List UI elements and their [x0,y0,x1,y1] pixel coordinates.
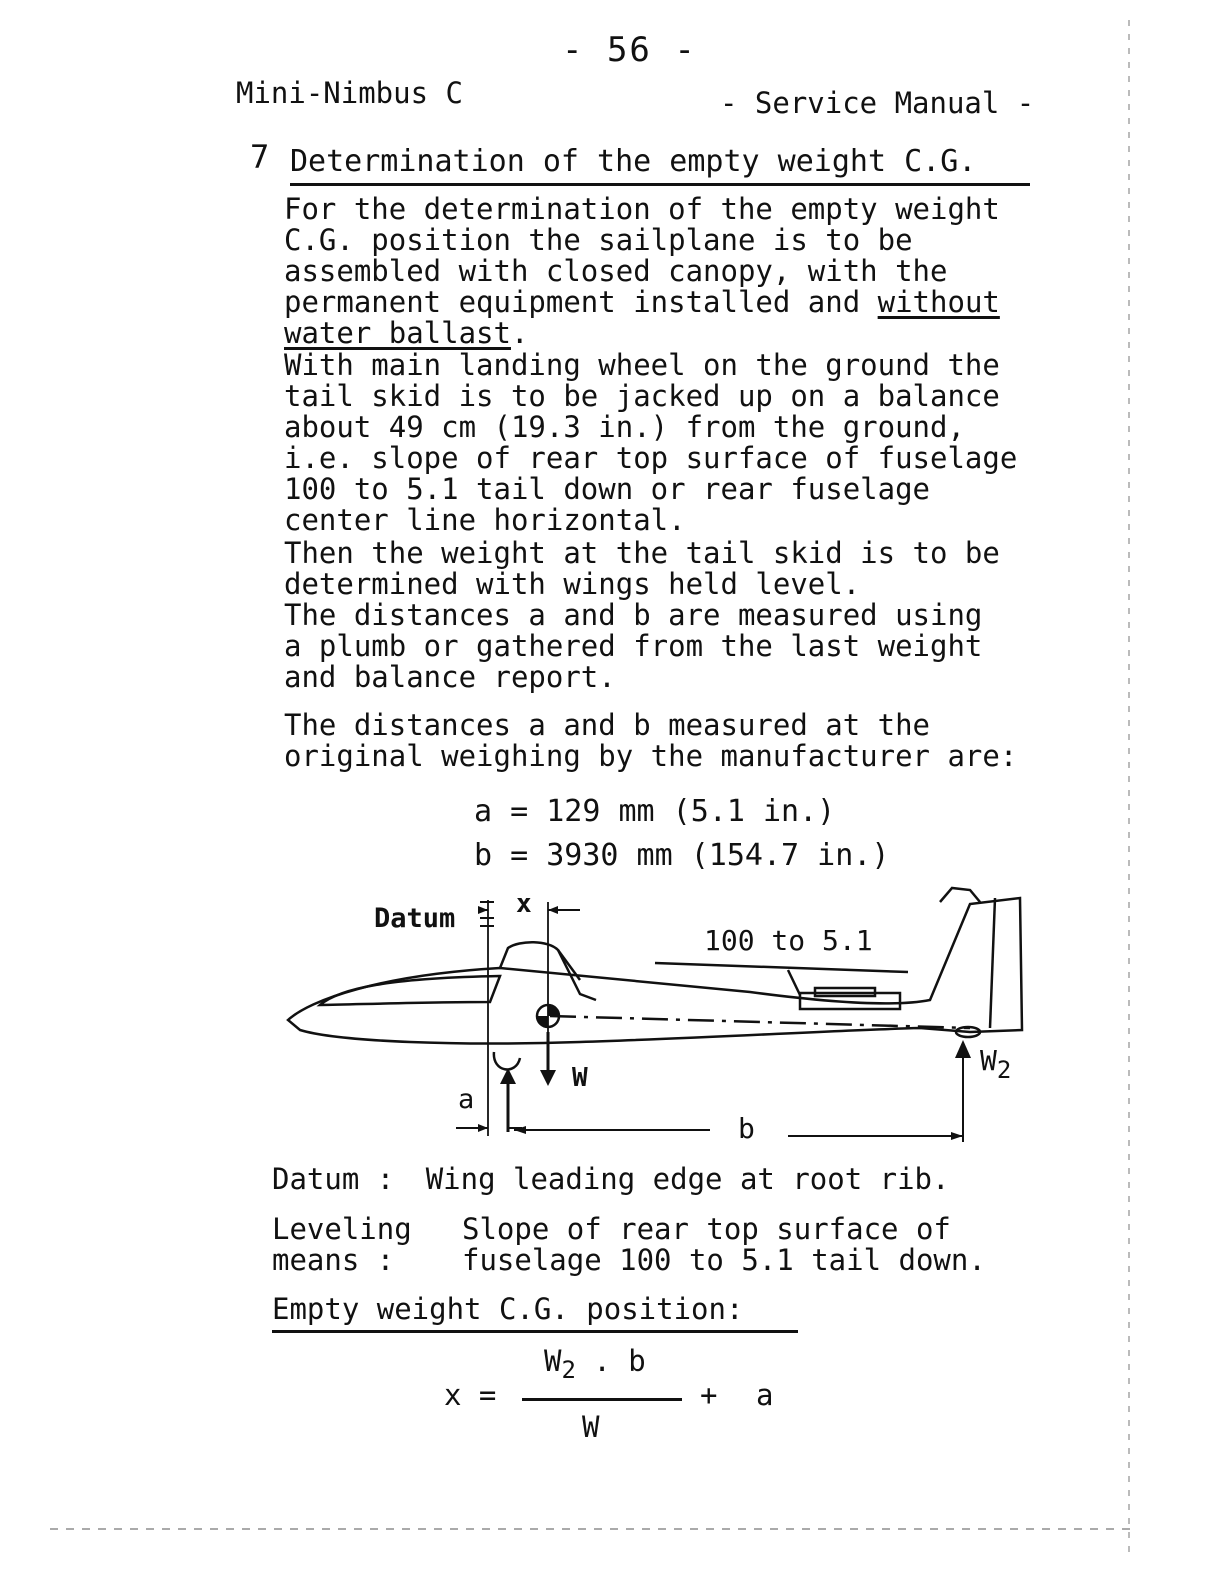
paragraph-weighing [284,538,1114,600]
section-number: 7 [250,138,270,176]
text-line: 100 to 5.1 tail down or rear fuselage [284,472,931,506]
main-wheel [494,1052,520,1069]
page-number: - 56 - [562,30,697,70]
text-line: original weighing by the manufacturer are: [284,739,1018,773]
formula-lhs: x = [444,1378,497,1412]
glider-diagram [280,880,1040,1150]
text-line: Then the weight at the tail skid is to be [284,536,1000,570]
text-line: and balance report. [284,660,616,694]
scan-edge-artifact [1128,20,1130,1560]
paragraph-jacking [284,350,1114,536]
text-line: determined with wings held level. [284,567,861,601]
legend-leveling-value: fuselage 100 to 5.1 tail down. [462,1243,986,1277]
datum-label: Datum [374,903,456,934]
formula-numerator: $W_2$ . b [544,1344,646,1384]
text-line: With main landing wheel on the ground the [284,348,1000,382]
underlined-without: without [877,285,1000,319]
w-arrow [540,1070,556,1086]
text-line: The distances a and b are measured using [284,598,983,632]
document-title: Mini-Nimbus C [236,76,463,110]
text-line: permanent equipment installed and without [284,285,1000,319]
formula-denominator: W [582,1410,600,1444]
text-line: center line horizontal. [284,503,686,537]
cg-position-title: Empty weight C.G. position: [272,1292,798,1333]
text-line: a plumb or gathered from the last weight [284,629,983,663]
a-label: a [458,1084,475,1115]
legend-datum-value: Wing leading edge at root rib. [425,1162,950,1196]
section-title: Determination of the empty weight C.G. [290,144,1030,186]
text-line: i.e. slope of rear top surface of fuselage [284,441,1018,475]
scan-footer-artifact [50,1528,1130,1530]
text-line: For the determination of the empty weight [284,192,1000,226]
fin-outline [940,888,980,902]
paragraph-assembly [284,194,1114,349]
w2-label: W2 [980,1044,1012,1084]
main-reaction-arrow [500,1068,516,1084]
text-line: about 49 cm (19.3 in.) from the ground, [284,410,965,444]
fraction-bar [522,1398,682,1401]
measurement-a: a = 129 mm (5.1 in.) [474,794,836,829]
text-line: tail skid is to be jacked up on a balance [284,379,1000,413]
legend-leveling-key: Leveling [272,1212,412,1246]
formula-a: a [756,1378,774,1412]
legend-leveling-key: means : [272,1243,395,1277]
measurement-b: b = 3930 mm (154.7 in.) [474,838,890,873]
center-line [550,1016,970,1028]
text-line: water ballast. [284,316,529,350]
text-line: assembled with closed canopy, with the [284,254,948,288]
text-line: C.G. position the sailplane is to be [284,223,913,257]
legend-datum [272,1164,949,1195]
x-label: x [516,889,532,919]
text-line: The distances a and b measured at the [284,708,931,742]
w-label: W [572,1063,588,1093]
legend-leveling [272,1214,986,1276]
underlined-water-ballast: water ballast [284,316,511,350]
canopy-outline [320,976,500,1005]
legend-datum-key: Datum : [272,1162,395,1196]
document-subtitle: - Service Manual - [720,86,1035,120]
b-label: b [738,1112,755,1145]
w2-arrow [955,1040,971,1058]
slope-line [655,963,908,972]
legend-leveling-value: Slope of rear top surface of [462,1212,951,1246]
paragraph-manufacturer [284,710,1114,772]
slope-label: 100 to 5.1 [704,924,873,957]
formula-plus: + [700,1378,718,1412]
paragraph-distances [284,600,1114,693]
